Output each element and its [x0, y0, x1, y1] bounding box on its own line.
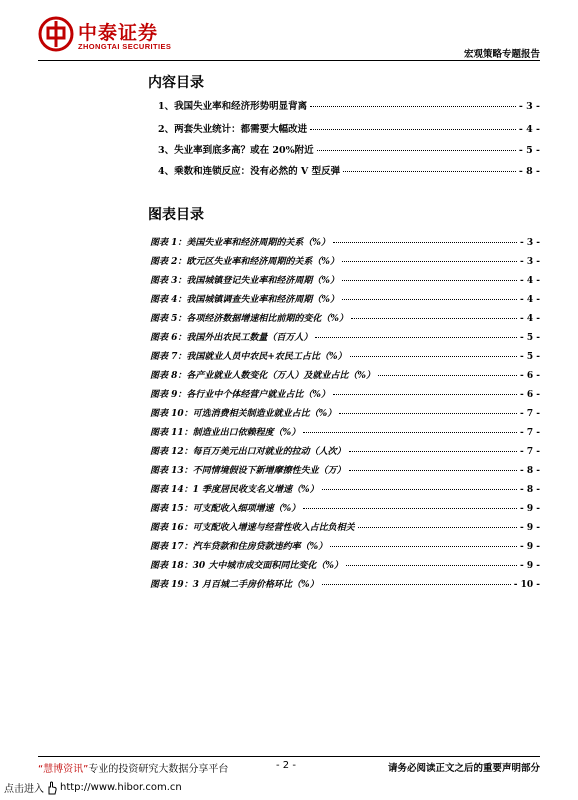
- footer-divider: [38, 756, 540, 757]
- logo-chinese-name: 中泰证券: [78, 22, 159, 44]
- figure-entry[interactable]: [150, 387, 540, 403]
- figure-entry-page: - 10 -: [513, 580, 540, 590]
- figure-entry-page: - 9 -: [520, 561, 540, 571]
- figure-entry-label: 图表 6：我国外出农民工数量（百万人）: [150, 333, 313, 343]
- figure-entry-page: - 8 -: [520, 466, 540, 476]
- dot-leader: [322, 489, 517, 490]
- dot-leader: [339, 413, 517, 414]
- footer-disclaimer: 请务必阅读正文之后的重要声明部分: [387, 763, 540, 774]
- figure-entry-page: - 3 -: [520, 257, 540, 267]
- figure-entry[interactable]: [150, 501, 540, 517]
- footer-link-url[interactable]: http://www.hibor.com.cn: [60, 782, 182, 793]
- dot-leader: [342, 261, 517, 262]
- dot-leader: [310, 129, 516, 130]
- pointing-hand-icon: [45, 781, 59, 795]
- footer-source: [38, 760, 228, 775]
- dot-leader: [310, 106, 516, 107]
- figure-entry-page: - 8 -: [520, 485, 540, 495]
- figure-entry-page: - 3 -: [520, 238, 540, 248]
- footer-brand: “慧博资讯”: [38, 764, 89, 775]
- figure-entry[interactable]: [150, 520, 540, 536]
- figure-entry[interactable]: [150, 311, 540, 327]
- zhongtai-logo-icon: [38, 16, 74, 52]
- figures-title: 图表目录: [148, 207, 204, 223]
- figure-entry-label: 图表 16：可支配收入增速与经营性收入占比负相关: [150, 523, 355, 533]
- figure-entry[interactable]: [150, 330, 540, 346]
- dot-leader: [330, 546, 517, 547]
- figure-entry[interactable]: [150, 273, 540, 289]
- page-number: - 2 -: [276, 760, 296, 771]
- toc-entry-page: - 8 -: [518, 166, 540, 177]
- dot-leader: [303, 508, 517, 509]
- figure-entry-page: - 9 -: [520, 504, 540, 514]
- figure-entry[interactable]: [150, 558, 540, 574]
- figure-entry-label: 图表 14：1 季度居民收支名义增速（%）: [150, 485, 319, 495]
- figure-entry-label: 图表 19：3 月百城二手房价格环比（%）: [150, 580, 319, 590]
- report-type-label: 宏观策略专题报告: [463, 49, 540, 60]
- toc-entry[interactable]: [158, 163, 540, 179]
- figure-entry-page: - 9 -: [520, 523, 540, 533]
- figure-entry[interactable]: [150, 292, 540, 308]
- contents-title: 内容目录: [148, 75, 204, 91]
- figure-entry[interactable]: [150, 254, 540, 270]
- figure-entry-page: - 5 -: [520, 352, 540, 362]
- figure-entry[interactable]: [150, 406, 540, 422]
- figure-entry[interactable]: [150, 235, 540, 251]
- toc-entry-label: 3、失业率到底多高？或在 20%附近: [158, 145, 314, 156]
- dot-leader: [343, 171, 516, 172]
- figure-entry[interactable]: [150, 368, 540, 384]
- footer-link-prefix: 点击进入: [4, 784, 44, 795]
- figure-entry[interactable]: [150, 425, 540, 441]
- figure-entry[interactable]: [150, 463, 540, 479]
- figure-entry-label: 图表 17：汽车贷款和住房贷款违约率（%）: [150, 542, 328, 552]
- figure-entry-label: 图表 15：可支配收入细项增速（%）: [150, 504, 301, 514]
- figure-entry-page: - 7 -: [520, 447, 540, 457]
- logo-english-name: ZHONGTAI SECURITIES: [78, 42, 172, 51]
- dot-leader: [349, 451, 517, 452]
- dot-leader: [349, 470, 517, 471]
- figure-entry-label: 图表 10：可选消费相关制造业就业占比（%）: [150, 409, 337, 419]
- figure-entry-label: 图表 4：我国城镇调查失业率和经济周期（%）: [150, 295, 339, 305]
- dot-leader: [333, 394, 517, 395]
- dot-leader: [358, 527, 517, 528]
- toc-entry-label: 2、两套失业统计：都需要大幅改进: [158, 124, 308, 135]
- footer-source-text: 专业的投资研究大数据分享平台: [88, 764, 229, 775]
- figure-entry-page: - 4 -: [520, 295, 540, 305]
- figure-entry-label: 图表 3：我国城镇登记失业率和经济周期（%）: [150, 276, 339, 286]
- figure-entry-page: - 5 -: [520, 333, 540, 343]
- dot-leader: [351, 318, 517, 319]
- dot-leader: [350, 356, 518, 357]
- footer-link[interactable]: [4, 780, 182, 795]
- figure-entry-page: - 9 -: [520, 542, 540, 552]
- figure-entry[interactable]: [150, 349, 540, 365]
- figure-entry-page: - 7 -: [520, 409, 540, 419]
- figure-entry-label: 图表 11：制造业出口依赖程度（%）: [150, 428, 301, 438]
- figure-entry-label: 图表 8：各产业就业人数变化（万人）及就业占比（%）: [150, 371, 375, 381]
- dot-leader: [322, 584, 511, 585]
- toc-entry-page: - 5 -: [518, 145, 540, 156]
- figure-entry-label: 图表 2：欧元区失业率和经济周期的关系（%）: [150, 257, 339, 267]
- toc-entry[interactable]: [158, 142, 540, 158]
- page-header: [38, 12, 540, 61]
- figure-entry-label: 图表 12：每百万美元出口对就业的拉动（人次）: [150, 447, 346, 457]
- toc-entry-page: - 4 -: [518, 124, 540, 135]
- figure-entry-page: - 4 -: [520, 276, 540, 286]
- figure-entry-label: 图表 7：我国就业人员中农民+农民工占比（%）: [150, 352, 347, 362]
- dot-leader: [342, 280, 517, 281]
- figure-entry-label: 图表 13：不同情境假设下新增摩擦性失业（万）: [150, 466, 346, 476]
- figure-entry-label: 图表 1：美国失业率和经济周期的关系（%）: [150, 238, 330, 248]
- toc-entry-page: - 3 -: [518, 101, 540, 112]
- figure-entry-label: 图表 18：30 大中城市成交面积同比变化（%）: [150, 561, 343, 571]
- toc-entry-label: 4、乘数和连锁反应：没有必然的 V 型反弹: [158, 166, 341, 177]
- figure-entry[interactable]: [150, 539, 540, 555]
- dot-leader: [303, 432, 517, 433]
- figure-entry[interactable]: [150, 577, 540, 593]
- figure-entry-page: - 6 -: [520, 390, 540, 400]
- toc-entry-label: 1、我国失业率和经济形势明显背离: [158, 101, 308, 112]
- figure-entry-page: - 4 -: [520, 314, 540, 324]
- figure-entry-page: - 6 -: [520, 371, 540, 381]
- dot-leader: [333, 242, 517, 243]
- toc-entry[interactable]: [158, 98, 540, 114]
- figure-entry-label: 图表 9：各行业中个体经营户就业占比（%）: [150, 390, 330, 400]
- dot-leader: [346, 565, 517, 566]
- dot-leader: [317, 150, 516, 151]
- figure-entry[interactable]: [150, 444, 540, 460]
- dot-leader: [342, 299, 517, 300]
- dot-leader: [378, 375, 517, 376]
- figure-entry[interactable]: [150, 482, 540, 498]
- toc-entry[interactable]: [158, 121, 540, 137]
- dot-leader: [315, 337, 517, 338]
- figure-entry-label: 图表 5：各项经济数据增速相比前期的变化（%）: [150, 314, 348, 324]
- figure-entry-page: - 7 -: [520, 428, 540, 438]
